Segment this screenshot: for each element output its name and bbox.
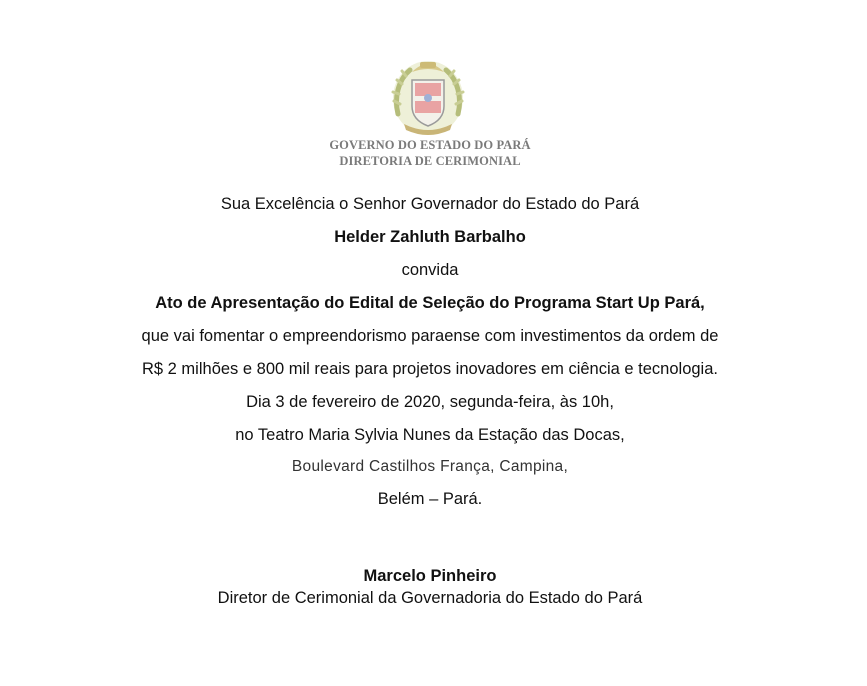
government-header: GOVERNO DO ESTADO DO PARÁ	[329, 138, 531, 152]
event-title: Ato de Apresentação do Edital de Seleção do Programa Start Up Pará,	[155, 294, 705, 312]
event-address: Boulevard Castilhos França, Campina,	[291, 458, 569, 475]
ceremonial-header: DIRETORIA DE CERIMONIAL	[339, 154, 521, 168]
event-description-line-2: R$ 2 milhões e 800 mil reais para projetos inovadores em ciência e tecnologia.	[142, 360, 718, 378]
event-date-time: Dia 3 de fevereiro de 2020, segunda-feira, às 10h,	[246, 393, 614, 411]
event-description-line-1: que vai fomentar o empreendorismo paraense com investimentos da ordem de	[141, 327, 719, 345]
coat-of-arms-icon	[390, 54, 466, 138]
signatory-title: Diretor de Cerimonial da Governadoria do Estado do Pará	[217, 589, 643, 607]
invites-text: convida	[401, 261, 459, 279]
host-name: Helder Zahluth Barbalho	[334, 228, 526, 246]
event-city: Belém – Pará.	[377, 490, 483, 508]
event-venue: no Teatro Maria Sylvia Nunes da Estação das Docas,	[235, 426, 625, 444]
signatory-name: Marcelo Pinheiro	[363, 567, 497, 585]
host-intro: Sua Excelência o Senhor Governador do Estado do Pará	[220, 195, 640, 213]
